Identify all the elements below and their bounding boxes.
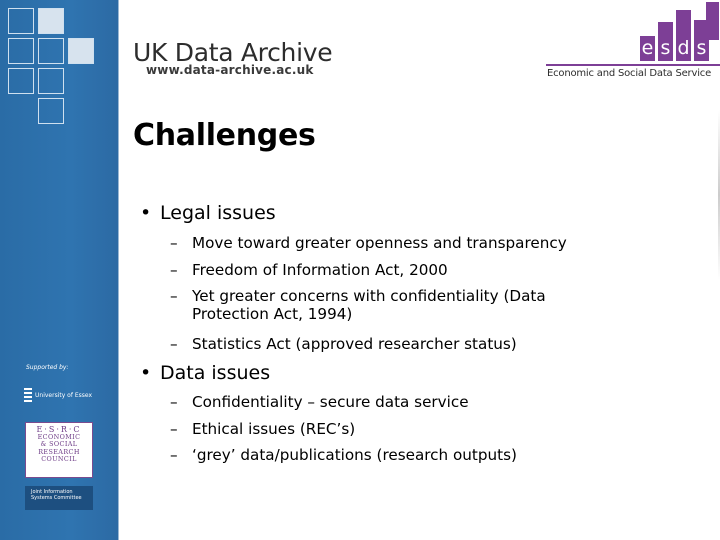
jisc-line: Systems Committee — [31, 495, 82, 501]
jisc-logo — [25, 486, 93, 510]
esrc-line: & SOCIAL — [40, 440, 78, 449]
bullet-glyph: • — [140, 362, 152, 384]
bullet-label: Legal issues — [160, 202, 276, 224]
esrc-line: COUNCIL — [41, 455, 77, 464]
bullet-label: Data issues — [160, 362, 271, 384]
sub-text: Freedom of Information Act, 2000 — [192, 261, 448, 279]
org-title: UK Data Archive — [133, 38, 333, 67]
org-url: www.data-archive.ac.uk — [146, 63, 314, 77]
esrc-logo — [25, 422, 93, 478]
sub-text: Confidentiality – secure data service — [192, 393, 469, 411]
sub-item — [170, 335, 517, 353]
sub-text: ‘grey’ data/publications (research outputs) — [192, 446, 517, 464]
logo-square — [38, 8, 64, 34]
partner-name: Economic and Social Data Service — [547, 68, 712, 79]
bullet-item — [140, 362, 270, 384]
dash-glyph: – — [170, 446, 178, 464]
sub-item — [170, 420, 355, 438]
esds-bar — [706, 2, 719, 40]
sub-text: Ethical issues (REC’s) — [192, 420, 356, 438]
jisc-line: Joint Information — [31, 489, 73, 495]
dash-glyph: – — [170, 234, 178, 252]
logo-square — [38, 98, 64, 124]
sidebar-panel — [0, 0, 119, 540]
esds-divider — [546, 64, 720, 66]
sub-text: Yet greater concerns with confidentiality (Data — [192, 287, 546, 305]
dash-glyph: – — [170, 420, 178, 438]
esds-letter: e — [641, 37, 654, 59]
sub-item — [170, 261, 448, 279]
dash-glyph: – — [170, 393, 178, 411]
esrc-line: ECONOMIC — [37, 432, 81, 441]
logo-square — [8, 8, 34, 34]
esds-logo — [640, 36, 709, 61]
dash-glyph: – — [170, 261, 178, 279]
bullet-glyph: • — [140, 202, 152, 224]
supported-by-label: Supported by: — [26, 364, 69, 371]
logo-square — [38, 38, 64, 64]
sub-text-continued: Protection Act, 1994) — [192, 305, 353, 323]
essex-mark-icon — [24, 388, 32, 402]
logo-square — [38, 68, 64, 94]
sub-item — [170, 234, 567, 252]
sub-item — [170, 287, 546, 323]
esds-letter: s — [694, 36, 709, 61]
slide-title: Challenges — [133, 118, 316, 153]
logo-square — [8, 68, 34, 94]
essex-label: University of Essex — [35, 391, 93, 399]
sub-item — [170, 446, 517, 464]
university-essex-logo — [24, 388, 92, 402]
esds-letter: d — [677, 37, 690, 59]
dash-glyph: – — [170, 287, 178, 305]
bullet-item — [140, 202, 276, 224]
esds-letter: s — [658, 36, 673, 61]
sub-text: Move toward greater openness and transparency — [192, 234, 567, 252]
esrc-line: E·S·R·C — [36, 425, 82, 434]
esrc-line: RESEARCH — [38, 447, 80, 456]
sub-text: Statistics Act (approved researcher status) — [192, 335, 517, 353]
sub-item — [170, 393, 469, 411]
dash-glyph: – — [170, 335, 178, 353]
logo-square — [8, 38, 34, 64]
logo-square — [68, 38, 94, 64]
